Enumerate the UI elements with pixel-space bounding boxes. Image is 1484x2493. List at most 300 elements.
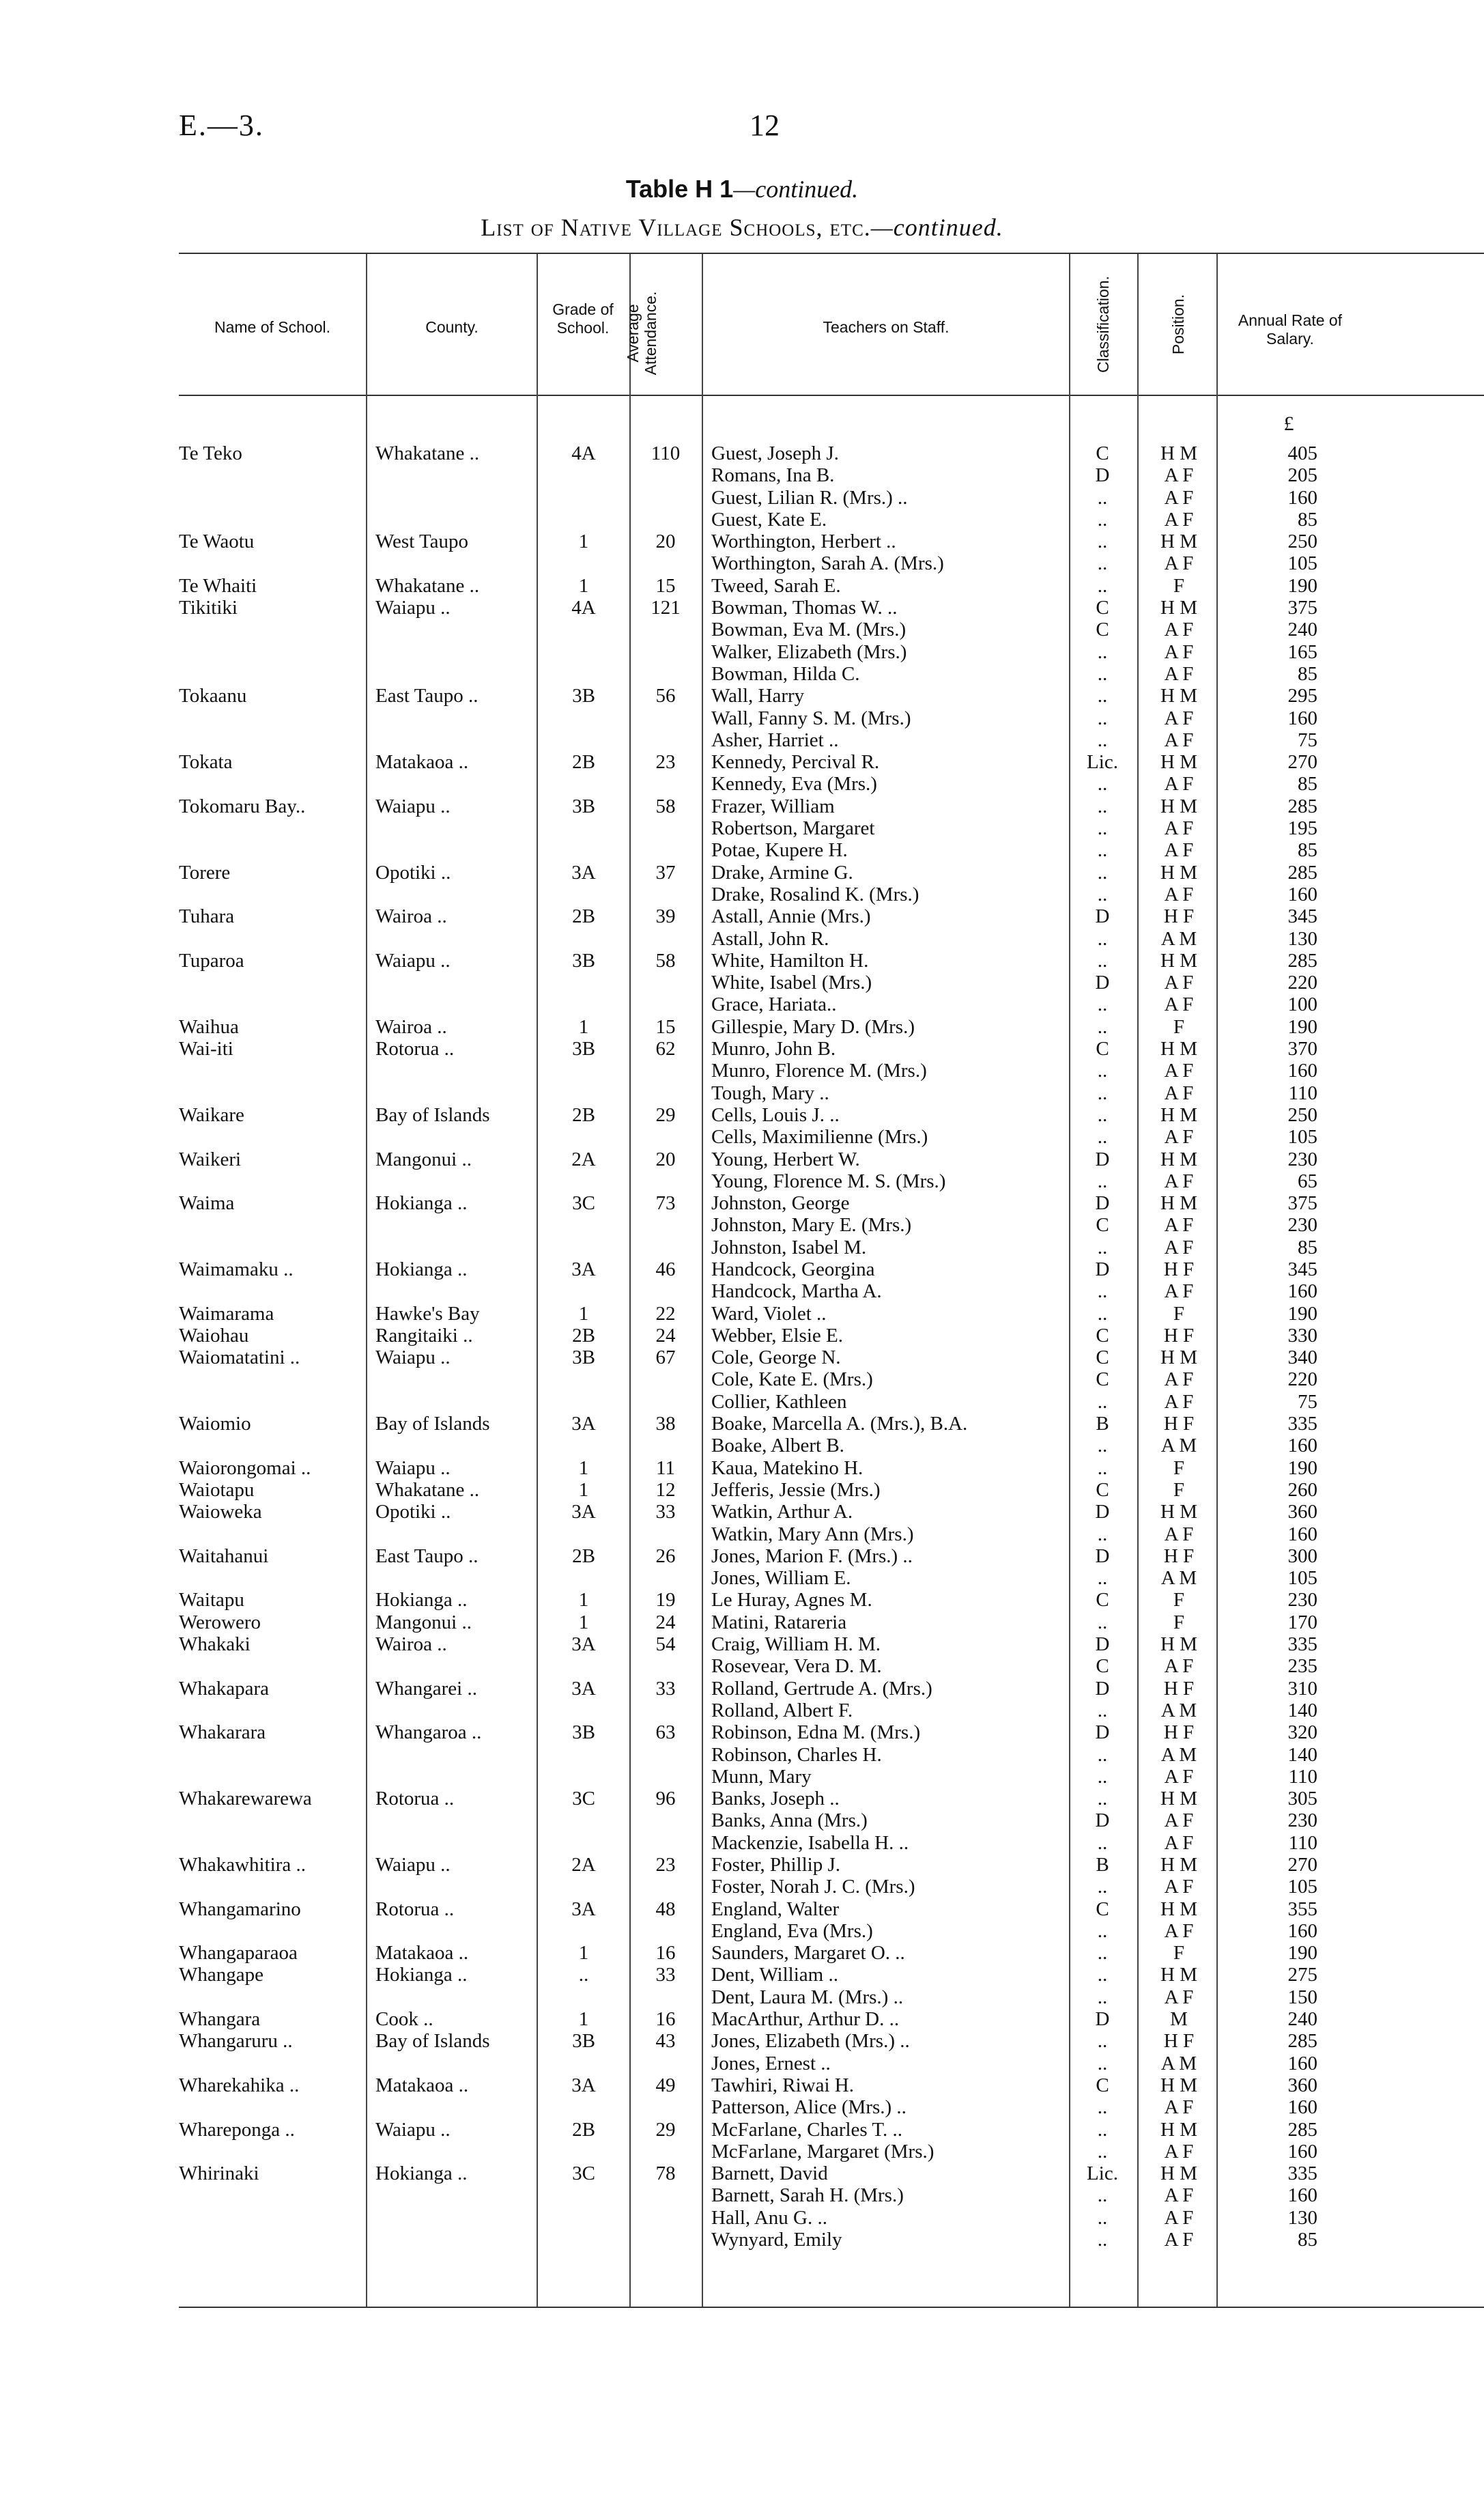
teacher-name-cell: Webber, Elsie E. bbox=[711, 1324, 843, 1347]
table-row bbox=[0, 1744, 1484, 1766]
position-cell: A M bbox=[1160, 1435, 1197, 1457]
teacher-name-cell: Young, Florence M. S. (Mrs.) bbox=[711, 1170, 946, 1192]
school-name-cell: Waiotapu bbox=[179, 1478, 255, 1501]
school-name-cell: Werowero bbox=[179, 1611, 261, 1633]
position-cell: H F bbox=[1163, 905, 1195, 928]
school-name-cell: Waimamaku .. bbox=[179, 1258, 294, 1280]
classification-cell: C bbox=[1096, 597, 1109, 619]
salary-cell: 160 bbox=[1287, 2096, 1317, 2119]
table-row bbox=[0, 1435, 1484, 1456]
teacher-name-cell: Drake, Armine G. bbox=[711, 861, 853, 884]
attendance-cell: 43 bbox=[655, 2030, 676, 2053]
teacher-name-cell: Jefferis, Jessie (Mrs.) bbox=[711, 1478, 881, 1501]
teacher-name-cell: Robinson, Charles H. bbox=[711, 1743, 882, 1766]
salary-cell: 105 bbox=[1287, 552, 1317, 575]
classification-cell: .. bbox=[1097, 1435, 1108, 1457]
county-cell: Wairoa .. bbox=[375, 1015, 447, 1038]
salary-cell: 285 bbox=[1287, 861, 1317, 884]
salary-cell: 100 bbox=[1287, 994, 1317, 1016]
county-cell: Waiapu .. bbox=[375, 1347, 451, 1369]
position-cell: A F bbox=[1164, 1919, 1194, 1942]
county-cell: Wairoa .. bbox=[375, 1633, 447, 1656]
grade-cell: 2B bbox=[572, 1324, 595, 1347]
school-name-cell: Waima bbox=[179, 1192, 235, 1215]
table-row bbox=[0, 1325, 1484, 1347]
school-name-cell: Whangaparaoa bbox=[179, 1942, 298, 1964]
salary-cell: 130 bbox=[1287, 927, 1317, 950]
classification-cell: .. bbox=[1097, 949, 1108, 972]
attendance-cell: 24 bbox=[655, 1324, 676, 1347]
classification-cell: .. bbox=[1097, 927, 1108, 950]
classification-cell: D bbox=[1095, 972, 1110, 994]
grade-cell: 1 bbox=[578, 1478, 589, 1501]
position-cell: H F bbox=[1163, 1545, 1195, 1567]
attendance-cell: 33 bbox=[655, 1964, 676, 1986]
table-row bbox=[0, 531, 1484, 552]
position-cell: H M bbox=[1160, 1148, 1197, 1170]
position-cell: H M bbox=[1160, 1347, 1197, 1369]
teacher-name-cell: Cole, George N. bbox=[711, 1347, 841, 1369]
classification-cell: .. bbox=[1097, 2140, 1108, 2163]
teacher-name-cell: Walker, Elizabeth (Mrs.) bbox=[711, 640, 907, 663]
position-cell: A F bbox=[1164, 1236, 1194, 1258]
table-row bbox=[0, 1920, 1484, 1942]
table-row bbox=[0, 1457, 1484, 1479]
salary-cell: 235 bbox=[1287, 1655, 1317, 1678]
grade-cell: 3B bbox=[572, 795, 595, 817]
attendance-cell: 46 bbox=[655, 1258, 676, 1280]
teacher-name-cell: Matini, Ratareria bbox=[711, 1611, 847, 1633]
position-cell: F bbox=[1173, 1456, 1185, 1479]
attendance-cell: 15 bbox=[655, 1015, 676, 1038]
school-name-cell: Tuhara bbox=[179, 905, 235, 928]
school-name-cell: Tokomaru Bay.. bbox=[179, 795, 306, 817]
attendance-cell: 56 bbox=[655, 685, 676, 707]
teacher-name-cell: Wall, Harry bbox=[711, 685, 805, 707]
col-header-position: Position. bbox=[1169, 294, 1187, 355]
teacher-name-cell: Foster, Norah J. C. (Mrs.) bbox=[711, 1876, 915, 1898]
teacher-name-cell: Kaua, Matekino H. bbox=[711, 1456, 864, 1479]
table-row bbox=[0, 2008, 1484, 2030]
grade-cell: 2A bbox=[571, 1854, 596, 1876]
teacher-name-cell: Boake, Marcella A. (Mrs.), B.A. bbox=[711, 1413, 968, 1435]
salary-cell: 140 bbox=[1287, 1743, 1317, 1766]
teacher-name-cell: Bowman, Eva M. (Mrs.) bbox=[711, 619, 907, 641]
teacher-name-cell: Rolland, Albert F. bbox=[711, 1699, 853, 1721]
table-row bbox=[0, 905, 1484, 927]
classification-cell: C bbox=[1096, 1898, 1109, 1920]
salary-cell: 285 bbox=[1287, 2118, 1317, 2141]
position-cell: H F bbox=[1163, 1258, 1195, 1280]
table-row bbox=[0, 751, 1484, 773]
position-cell: A M bbox=[1160, 1743, 1197, 1766]
salary-cell: 165 bbox=[1287, 640, 1317, 663]
teacher-name-cell: Johnston, George bbox=[711, 1192, 850, 1215]
teacher-name-cell: Robinson, Edna M. (Mrs.) bbox=[711, 1721, 921, 1744]
salary-cell: 160 bbox=[1287, 2052, 1317, 2074]
salary-cell: 250 bbox=[1287, 531, 1317, 553]
classification-cell: D bbox=[1095, 1677, 1110, 1700]
table-row bbox=[0, 1986, 1484, 2008]
classification-cell: .. bbox=[1097, 2030, 1108, 2053]
teacher-name-cell: Banks, Anna (Mrs.) bbox=[711, 1809, 868, 1832]
table-row bbox=[0, 1788, 1484, 1809]
position-cell: F bbox=[1173, 574, 1185, 597]
attendance-cell: 54 bbox=[655, 1633, 676, 1656]
school-name-cell: Tuparoa bbox=[179, 949, 244, 972]
table-row bbox=[0, 2119, 1484, 2141]
teacher-name-cell: Potae, Kupere H. bbox=[711, 839, 848, 862]
school-name-cell: Waikare bbox=[179, 1103, 244, 1126]
table-row bbox=[0, 509, 1484, 531]
school-name-cell: Te Teko bbox=[179, 442, 242, 464]
position-cell: H M bbox=[1160, 597, 1197, 619]
position-cell: H M bbox=[1160, 1964, 1197, 1986]
grade-cell: 1 bbox=[578, 1589, 589, 1611]
teacher-name-cell: Robertson, Margaret bbox=[711, 817, 875, 840]
county-cell: Bay of Islands bbox=[375, 2030, 490, 2053]
classification-cell: .. bbox=[1097, 1236, 1108, 1258]
teacher-name-cell: Mackenzie, Isabella H. .. bbox=[711, 1831, 909, 1854]
salary-cell: 295 bbox=[1287, 685, 1317, 707]
salary-cell: 190 bbox=[1287, 1942, 1317, 1964]
school-name-cell: Waimarama bbox=[179, 1302, 274, 1325]
header-top-rule bbox=[179, 253, 1484, 254]
position-cell: H M bbox=[1160, 1038, 1197, 1060]
teacher-name-cell: Gillespie, Mary D. (Mrs.) bbox=[711, 1015, 915, 1038]
county-cell: Bay of Islands bbox=[375, 1103, 490, 1126]
classification-cell: D bbox=[1095, 905, 1110, 928]
salary-cell: 110 bbox=[1288, 1831, 1317, 1854]
header-bottom-rule bbox=[179, 395, 1484, 396]
grade-cell: 3B bbox=[572, 1347, 595, 1369]
table-row bbox=[0, 1611, 1484, 1633]
table-row bbox=[0, 487, 1484, 509]
table-row bbox=[0, 641, 1484, 663]
school-name-cell: Waiohau bbox=[179, 1324, 249, 1347]
teacher-name-cell: Guest, Kate E. bbox=[711, 508, 827, 531]
county-cell: Opotiki .. bbox=[375, 1501, 451, 1523]
classification-cell: Lic. bbox=[1087, 2163, 1118, 2185]
table-row bbox=[0, 1964, 1484, 1986]
school-name-cell: Whirinaki bbox=[179, 2163, 259, 2185]
position-cell: F bbox=[1173, 1302, 1185, 1325]
table-row bbox=[0, 1523, 1484, 1545]
col-header-name: Name of School. bbox=[214, 318, 331, 336]
school-name-cell: Waitahanui bbox=[179, 1545, 269, 1567]
classification-cell: .. bbox=[1097, 1060, 1108, 1082]
grade-cell: 3A bbox=[571, 861, 596, 884]
position-cell: A F bbox=[1164, 1809, 1194, 1832]
document-reference: E.—3. bbox=[179, 109, 264, 142]
grade-cell: 2B bbox=[572, 905, 595, 928]
attendance-cell: 63 bbox=[655, 1721, 676, 1744]
teacher-name-cell: Rosevear, Vera D. M. bbox=[711, 1655, 882, 1678]
position-cell: A F bbox=[1164, 640, 1194, 663]
salary-cell: 150 bbox=[1287, 1986, 1317, 2008]
school-name-cell: Waiorongomai .. bbox=[179, 1456, 311, 1479]
classification-cell: .. bbox=[1097, 2118, 1108, 2141]
salary-cell: 160 bbox=[1287, 486, 1317, 509]
table-row bbox=[0, 839, 1484, 861]
classification-cell: .. bbox=[1097, 729, 1108, 751]
salary-cell: 240 bbox=[1287, 2008, 1317, 2031]
classification-cell: .. bbox=[1097, 1302, 1108, 1325]
salary-cell: 140 bbox=[1287, 1699, 1317, 1721]
salary-cell: 85 bbox=[1298, 2229, 1317, 2251]
position-cell: A F bbox=[1164, 839, 1194, 862]
position-cell: A F bbox=[1164, 1214, 1194, 1237]
position-cell: A F bbox=[1164, 1655, 1194, 1678]
teacher-name-cell: Wynyard, Emily bbox=[711, 2229, 842, 2251]
table-row bbox=[0, 994, 1484, 1015]
grade-cell: 3A bbox=[571, 1677, 596, 1700]
grade-cell: 3B bbox=[572, 1038, 595, 1060]
attendance-cell: 33 bbox=[655, 1501, 676, 1523]
classification-cell: .. bbox=[1097, 1280, 1108, 1303]
attendance-cell: 49 bbox=[655, 2074, 676, 2096]
school-name-cell: Whareponga .. bbox=[179, 2118, 295, 2141]
classification-cell: C bbox=[1096, 1324, 1109, 1347]
teacher-name-cell: Hall, Anu G. .. bbox=[711, 2206, 827, 2229]
col-header-grade: Grade of School. bbox=[552, 300, 614, 337]
table-row bbox=[0, 597, 1484, 619]
table-row bbox=[0, 619, 1484, 640]
salary-cell: 335 bbox=[1287, 2163, 1317, 2185]
county-cell: Waiapu .. bbox=[375, 1456, 451, 1479]
classification-cell: .. bbox=[1097, 1986, 1108, 2008]
county-cell: Waiapu .. bbox=[375, 949, 451, 972]
attendance-cell: 58 bbox=[655, 949, 676, 972]
table-row bbox=[0, 1942, 1484, 1964]
county-cell: Matakaoa .. bbox=[375, 751, 469, 774]
county-cell: East Taupo .. bbox=[375, 1545, 479, 1567]
salary-cell: 335 bbox=[1287, 1633, 1317, 1656]
col-header-salary: Annual Rate of Salary. bbox=[1238, 311, 1343, 348]
school-name-cell: Waiomio bbox=[179, 1413, 251, 1435]
classification-cell: D bbox=[1095, 1148, 1110, 1170]
teacher-name-cell: Jones, Elizabeth (Mrs.) .. bbox=[711, 2030, 910, 2053]
county-cell: Hokianga .. bbox=[375, 1589, 468, 1611]
salary-cell: 85 bbox=[1298, 662, 1317, 685]
school-name-cell: Wharekahika .. bbox=[179, 2074, 300, 2096]
position-cell: H F bbox=[1163, 2030, 1195, 2053]
classification-cell: B bbox=[1096, 1413, 1109, 1435]
teacher-name-cell: Munn, Mary bbox=[711, 1765, 812, 1788]
position-cell: F bbox=[1173, 1942, 1185, 1964]
teacher-name-cell: Guest, Joseph J. bbox=[711, 442, 839, 464]
table-row bbox=[0, 1545, 1484, 1567]
table-row bbox=[0, 2096, 1484, 2118]
classification-cell: D bbox=[1095, 1721, 1110, 1744]
county-cell: Waiapu .. bbox=[375, 795, 451, 817]
classification-cell: .. bbox=[1097, 1567, 1108, 1590]
school-name-cell: Tikitiki bbox=[179, 597, 238, 619]
salary-cell: 230 bbox=[1287, 1809, 1317, 1832]
attendance-cell: 58 bbox=[655, 795, 676, 817]
classification-cell: C bbox=[1096, 1214, 1109, 1237]
position-cell: A M bbox=[1160, 1567, 1197, 1590]
classification-cell: .. bbox=[1097, 662, 1108, 685]
school-name-cell: Tokaanu bbox=[179, 685, 247, 707]
salary-cell: 85 bbox=[1298, 1236, 1317, 1258]
grade-cell: 3A bbox=[571, 2074, 596, 2096]
teacher-name-cell: Munro, Florence M. (Mrs.) bbox=[711, 1060, 927, 1082]
grade-cell: 1 bbox=[578, 2008, 589, 2031]
table-row bbox=[0, 575, 1484, 597]
table-row bbox=[0, 1347, 1484, 1368]
county-cell: Waiapu .. bbox=[375, 2118, 451, 2141]
classification-cell: .. bbox=[1097, 839, 1108, 862]
position-cell: A M bbox=[1160, 1699, 1197, 1721]
position-cell: A F bbox=[1164, 1170, 1194, 1192]
attendance-cell: 15 bbox=[655, 574, 676, 597]
county-cell: East Taupo .. bbox=[375, 685, 479, 707]
attendance-cell: 24 bbox=[655, 1611, 676, 1633]
classification-cell: .. bbox=[1097, 1390, 1108, 1413]
salary-cell: 230 bbox=[1287, 1148, 1317, 1170]
teacher-name-cell: Ward, Violet .. bbox=[711, 1302, 827, 1325]
table-row bbox=[0, 1501, 1484, 1523]
county-cell: Whangarei .. bbox=[375, 1677, 477, 1700]
classification-cell: .. bbox=[1097, 2096, 1108, 2119]
teacher-name-cell: Handcock, Martha A. bbox=[711, 1280, 882, 1303]
county-cell: Hokianga .. bbox=[375, 1964, 468, 1986]
classification-cell: C bbox=[1096, 1347, 1109, 1369]
table-row bbox=[0, 2141, 1484, 2163]
position-cell: A F bbox=[1164, 2096, 1194, 2119]
table-row bbox=[0, 1413, 1484, 1435]
classification-cell: D bbox=[1095, 1192, 1110, 1215]
salary-cell: 110 bbox=[1288, 1765, 1317, 1788]
salary-cell: 345 bbox=[1287, 1258, 1317, 1280]
salary-cell: 285 bbox=[1287, 2030, 1317, 2053]
position-cell: A F bbox=[1164, 1831, 1194, 1854]
teacher-name-cell: Dent, William .. bbox=[711, 1964, 838, 1986]
position-cell: H F bbox=[1163, 1413, 1195, 1435]
classification-cell: D bbox=[1095, 1545, 1110, 1567]
salary-cell: 220 bbox=[1287, 972, 1317, 994]
table-row bbox=[0, 1655, 1484, 1677]
position-cell: A F bbox=[1164, 707, 1194, 729]
salary-cell: 230 bbox=[1287, 1214, 1317, 1237]
table-row bbox=[0, 1766, 1484, 1788]
table-row bbox=[0, 1479, 1484, 1501]
school-name-cell: Whakaki bbox=[179, 1633, 251, 1656]
teacher-name-cell: Kennedy, Eva (Mrs.) bbox=[711, 773, 877, 795]
grade-cell: 1 bbox=[578, 1015, 589, 1038]
attendance-cell: 38 bbox=[655, 1413, 676, 1435]
table-row bbox=[0, 1898, 1484, 1920]
classification-cell: C bbox=[1096, 1589, 1109, 1611]
position-cell: H M bbox=[1160, 1103, 1197, 1126]
salary-cell: 300 bbox=[1287, 1545, 1317, 1567]
teacher-name-cell: Barnett, David bbox=[711, 2163, 828, 2185]
school-name-cell: Waikeri bbox=[179, 1148, 242, 1170]
grade-cell: 1 bbox=[578, 1456, 589, 1479]
teacher-name-cell: Watkin, Mary Ann (Mrs.) bbox=[711, 1523, 914, 1545]
position-cell: H M bbox=[1160, 949, 1197, 972]
teacher-name-cell: Collier, Kathleen bbox=[711, 1390, 847, 1413]
salary-cell: 110 bbox=[1288, 1082, 1317, 1104]
table-row bbox=[0, 1280, 1484, 1302]
classification-cell: .. bbox=[1097, 795, 1108, 817]
classification-cell: .. bbox=[1097, 1743, 1108, 1766]
position-cell: F bbox=[1173, 1611, 1185, 1633]
classification-cell: .. bbox=[1097, 883, 1108, 905]
position-cell: A F bbox=[1164, 972, 1194, 994]
salary-cell: 85 bbox=[1298, 839, 1317, 862]
teacher-name-cell: Grace, Hariata.. bbox=[711, 994, 837, 1016]
table-row bbox=[0, 1082, 1484, 1104]
teacher-name-cell: McFarlane, Charles T. .. bbox=[711, 2118, 902, 2141]
classification-cell: .. bbox=[1097, 2052, 1108, 2074]
attendance-cell: 78 bbox=[655, 2163, 676, 2185]
salary-cell: 85 bbox=[1298, 773, 1317, 795]
position-cell: A F bbox=[1164, 1082, 1194, 1104]
salary-cell: 285 bbox=[1287, 795, 1317, 817]
table-row bbox=[0, 2184, 1484, 2206]
position-cell: H M bbox=[1160, 1898, 1197, 1920]
position-cell: H M bbox=[1160, 1501, 1197, 1523]
salary-cell: 130 bbox=[1287, 2206, 1317, 2229]
teacher-name-cell: Bowman, Hilda C. bbox=[711, 662, 860, 685]
currency-symbol: £ bbox=[1283, 412, 1294, 435]
classification-cell: .. bbox=[1097, 1942, 1108, 1964]
teacher-name-cell: Tough, Mary .. bbox=[711, 1082, 829, 1104]
position-cell: H M bbox=[1160, 1854, 1197, 1876]
grade-cell: 1 bbox=[578, 1942, 589, 1964]
salary-cell: 250 bbox=[1287, 1103, 1317, 1126]
position-cell: A F bbox=[1164, 2229, 1194, 2251]
table-row bbox=[0, 928, 1484, 950]
classification-cell: C bbox=[1096, 1368, 1109, 1391]
position-cell: A F bbox=[1164, 1390, 1194, 1413]
grade-cell: 3B bbox=[572, 949, 595, 972]
table-row bbox=[0, 2030, 1484, 2052]
salary-cell: 285 bbox=[1287, 949, 1317, 972]
teacher-name-cell: Jones, Marion F. (Mrs.) .. bbox=[711, 1545, 913, 1567]
table-row bbox=[0, 1721, 1484, 1743]
classification-cell: C bbox=[1096, 2074, 1109, 2096]
school-name-cell: Waihua bbox=[179, 1015, 239, 1038]
position-cell: H M bbox=[1160, 861, 1197, 884]
position-cell: A F bbox=[1164, 773, 1194, 795]
county-cell: Wairoa .. bbox=[375, 905, 447, 928]
salary-cell: 205 bbox=[1287, 464, 1317, 487]
classification-cell: .. bbox=[1097, 552, 1108, 575]
position-cell: A F bbox=[1164, 1368, 1194, 1391]
teacher-name-cell: Young, Herbert W. bbox=[711, 1148, 860, 1170]
school-name-cell: Whangamarino bbox=[179, 1898, 301, 1920]
teacher-name-cell: Cells, Louis J. .. bbox=[711, 1103, 840, 1126]
attendance-cell: 121 bbox=[651, 597, 681, 619]
county-cell: West Taupo bbox=[375, 531, 469, 553]
county-cell: Whakatane .. bbox=[375, 574, 480, 597]
position-cell: A F bbox=[1164, 1126, 1194, 1149]
classification-cell: .. bbox=[1097, 574, 1108, 597]
salary-cell: 160 bbox=[1287, 883, 1317, 905]
teacher-name-cell: Romans, Ina B. bbox=[711, 464, 835, 487]
table-row bbox=[0, 884, 1484, 905]
attendance-cell: 11 bbox=[656, 1456, 675, 1479]
page-number: 12 bbox=[750, 109, 780, 142]
school-name-cell: Tokata bbox=[179, 751, 233, 774]
salary-cell: 105 bbox=[1287, 1567, 1317, 1590]
county-cell: Rotorua .. bbox=[375, 1788, 455, 1810]
grade-cell: 2A bbox=[571, 1148, 596, 1170]
school-name-cell: Te Waotu bbox=[179, 531, 255, 553]
